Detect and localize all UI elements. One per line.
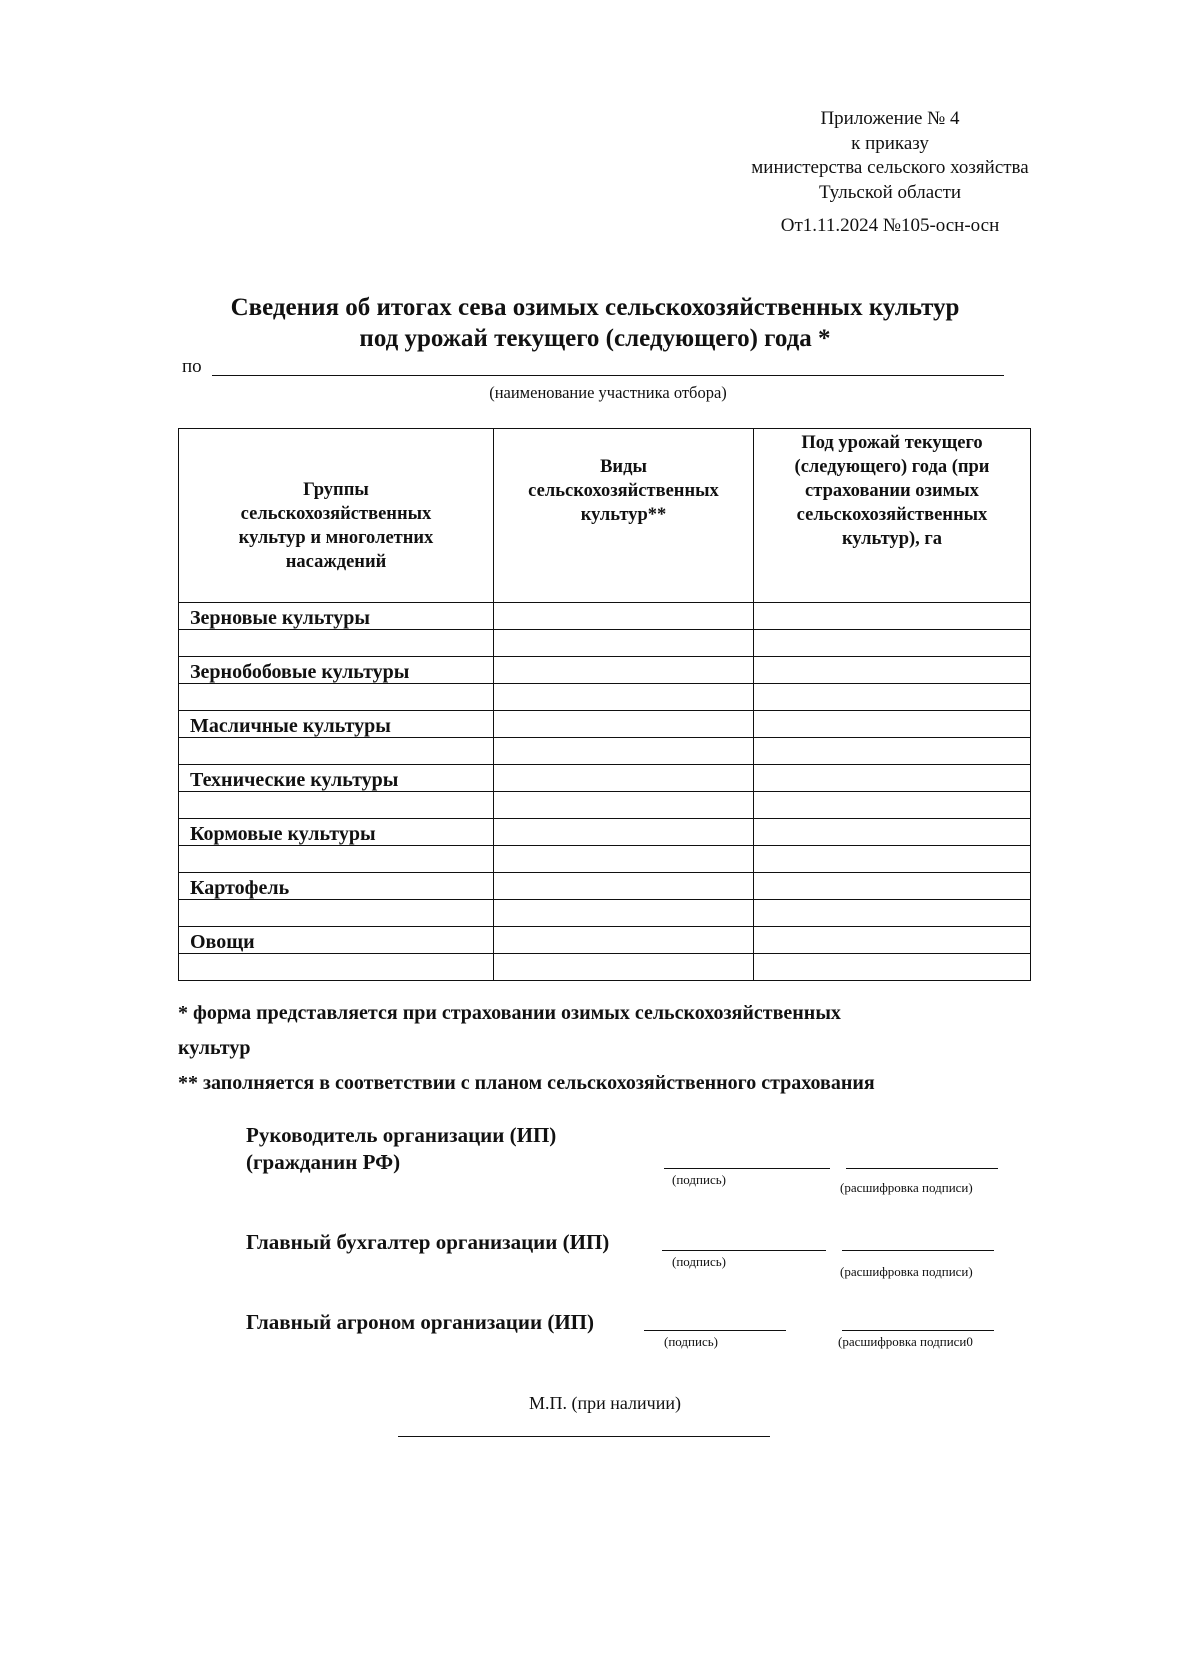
crop-type-cell[interactable]: [494, 873, 754, 900]
header-area-text: Под урожай текущего (следующего) года (при страховании озимых сельскохозяйственных культур), га: [794, 433, 990, 549]
footnote-1-line-1: * форма представляется при страховании озимых сельскохозяйственных: [178, 1002, 841, 1024]
order-reference: От1.11.2024 №105-осн-осн: [780, 215, 1000, 236]
header-crop-types-text: Виды сельскохозяйственных культур**: [528, 457, 719, 525]
crop-type-cell[interactable]: [494, 684, 754, 711]
crop-type-cell[interactable]: [494, 765, 754, 792]
accountant-decoding-line[interactable]: [842, 1250, 994, 1251]
head-signer-line-2: (гражданин РФ): [246, 1150, 401, 1174]
head-signature-caption: (подпись): [672, 1172, 726, 1187]
group-cell: Кормовые культуры: [179, 819, 494, 846]
appendix-ministry: министерства сельского хозяйства: [751, 157, 1029, 178]
agronomist-decoding-caption: (расшифровка подписи0: [838, 1334, 973, 1349]
table-row: [179, 603, 1031, 630]
group-cell: Масличные культуры: [179, 711, 494, 738]
table-row: [179, 792, 1031, 819]
header-crop-groups: [179, 429, 494, 603]
crop-type-cell[interactable]: [494, 846, 754, 873]
group-cell: [179, 684, 494, 711]
table-row: [179, 657, 1031, 684]
area-cell[interactable]: [754, 603, 1031, 630]
head-decoding-caption: (расшифровка подписи): [840, 1180, 973, 1195]
accountant-decoding-caption: (расшифровка подписи): [840, 1264, 973, 1279]
accountant-signer-label: Главный бухгалтер организации (ИП): [246, 1230, 610, 1254]
table-row: [179, 684, 1031, 711]
recipient-fill-line[interactable]: [212, 375, 1004, 376]
crop-type-cell[interactable]: [494, 792, 754, 819]
group-cell: [179, 846, 494, 873]
table-row: [179, 711, 1031, 738]
area-cell[interactable]: [754, 738, 1031, 765]
area-cell[interactable]: [754, 846, 1031, 873]
appendix-region: Тульской области: [818, 181, 962, 203]
crop-type-cell[interactable]: [494, 900, 754, 927]
table-row: [179, 765, 1031, 792]
group-cell: [179, 630, 494, 657]
table-row: [179, 630, 1031, 657]
footnote-1-line-2: культур: [178, 1037, 251, 1059]
table-header-row: [179, 429, 1031, 603]
group-cell: [179, 900, 494, 927]
appendix-number: Приложение № 4: [820, 108, 960, 129]
crop-type-cell[interactable]: [494, 711, 754, 738]
header-crop-types: [494, 429, 754, 603]
appendix-to-order: к приказу: [851, 132, 929, 154]
crop-type-cell[interactable]: [494, 603, 754, 630]
recipient-label: по: [182, 356, 202, 377]
accountant-signature-caption: (подпись): [672, 1254, 726, 1269]
agronomist-signature-caption: (подпись): [664, 1334, 718, 1349]
area-cell[interactable]: [754, 954, 1031, 981]
head-decoding-line[interactable]: [846, 1168, 998, 1169]
footnote-2: ** заполняется в соответствии с планом сельскохозяйственного страхования: [178, 1072, 875, 1094]
area-cell[interactable]: [754, 819, 1031, 846]
head-signer-label: [246, 1122, 556, 1176]
table-row: [179, 738, 1031, 765]
table-row: [179, 873, 1031, 900]
recipient-caption: (наименование участника отбора): [489, 383, 727, 402]
header-area: [754, 429, 1031, 603]
table-row: [179, 819, 1031, 846]
area-cell[interactable]: [754, 792, 1031, 819]
group-cell: [179, 954, 494, 981]
footnotes: [178, 996, 1038, 1101]
title-line-2: под урожай текущего (следующего) года *: [359, 325, 831, 352]
title-line-1: Сведения об итогах сева озимых сельскохозяйственных культур: [230, 294, 960, 321]
group-cell: Технические культуры: [179, 765, 494, 792]
table-row: [179, 927, 1031, 954]
crop-type-cell[interactable]: [494, 954, 754, 981]
area-cell[interactable]: [754, 711, 1031, 738]
group-cell: Зерновые культуры: [179, 603, 494, 630]
area-cell[interactable]: [754, 927, 1031, 954]
head-signer-line-1: Руководитель организации (ИП): [246, 1123, 557, 1147]
agronomist-signer-label: Главный агроном организации (ИП): [246, 1310, 594, 1334]
table-row: [179, 846, 1031, 873]
table-row: [179, 900, 1031, 927]
crop-type-cell[interactable]: [494, 630, 754, 657]
document-title: [150, 292, 1040, 354]
crop-type-cell[interactable]: [494, 657, 754, 684]
head-signature-line[interactable]: [664, 1168, 830, 1169]
appendix-header: [700, 107, 1080, 239]
area-cell[interactable]: [754, 765, 1031, 792]
seal-label: М.П. (при наличии): [529, 1393, 681, 1413]
table-row: [179, 954, 1031, 981]
area-cell[interactable]: [754, 900, 1031, 927]
group-cell: [179, 792, 494, 819]
agronomist-signature-line[interactable]: [644, 1330, 786, 1331]
area-cell[interactable]: [754, 873, 1031, 900]
area-cell[interactable]: [754, 684, 1031, 711]
group-cell: Овощи: [179, 927, 494, 954]
agronomist-decoding-line[interactable]: [842, 1330, 994, 1331]
sowing-table: [178, 428, 1031, 981]
group-cell: Зернобобовые культуры: [179, 657, 494, 684]
group-cell: [179, 738, 494, 765]
crop-type-cell[interactable]: [494, 927, 754, 954]
header-crop-groups-text: Группы сельскохозяйственных культур и многолетних насаждений: [238, 479, 434, 572]
area-cell[interactable]: [754, 630, 1031, 657]
seal-line: [398, 1436, 770, 1437]
crop-type-cell[interactable]: [494, 819, 754, 846]
accountant-signature-line[interactable]: [662, 1250, 826, 1251]
group-cell: Картофель: [179, 873, 494, 900]
crop-type-cell[interactable]: [494, 738, 754, 765]
area-cell[interactable]: [754, 657, 1031, 684]
